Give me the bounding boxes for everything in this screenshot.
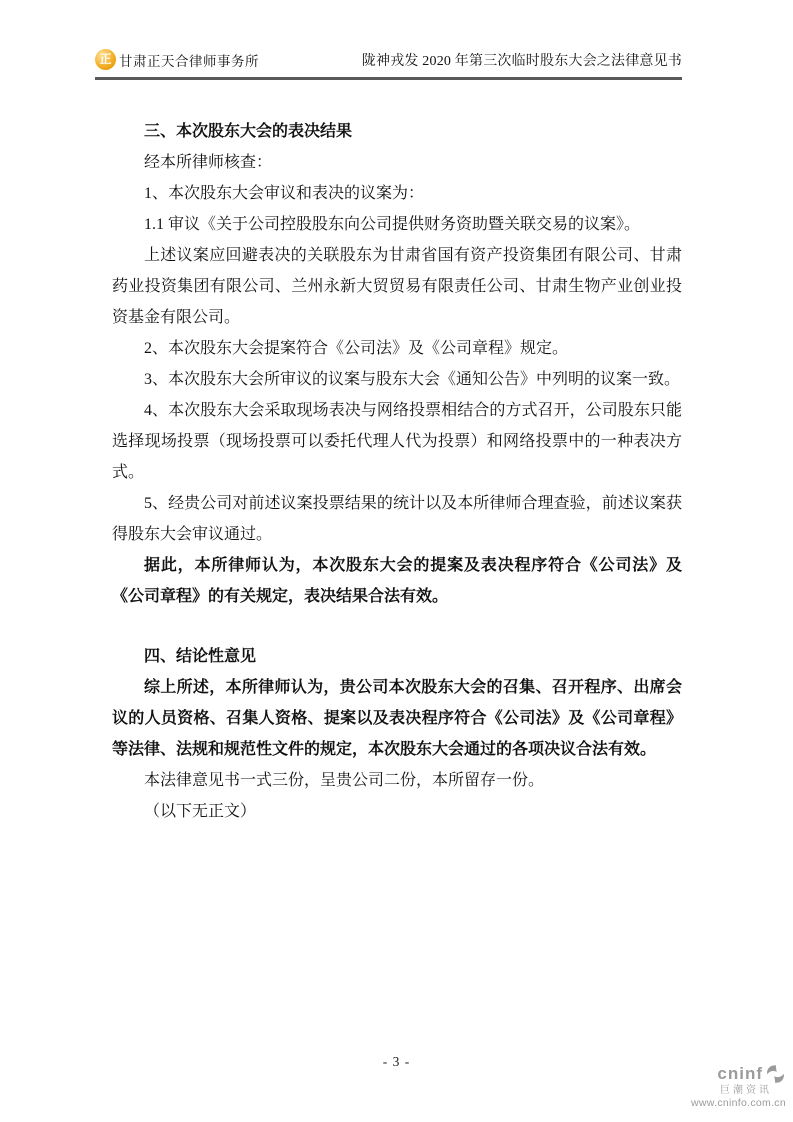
paragraph: 3、本次股东大会所审议的议案与股东大会《通知公告》中列明的议案一致。: [144, 371, 681, 388]
cninfo-watermark: [691, 1064, 786, 1110]
conclusion-paragraph: 据此，本所律师认为，本次股东大会的提案及表决程序符合《公司法》及《公司章程》的有关规定，表决结果合法有效。: [112, 557, 682, 605]
page-number: - 3 -: [382, 1054, 411, 1069]
paragraph: 上述议案应回避表决的关联股东为甘肃省国有资产投资集团有限公司、甘肃药业投资集团有限公司、兰州永新大贸贸易有限责任公司、甘肃生物产业创业投资基金有限公司。: [112, 247, 682, 326]
paragraph: 1、本次股东大会审议和表决的议案为：: [144, 185, 425, 202]
paragraph: （以下无正文）: [144, 803, 257, 820]
law-firm-logo-icon: 正: [95, 49, 116, 70]
document-body: [112, 116, 682, 827]
paragraph: 5、经贵公司对前述议案投票结果的统计以及本所律师合理查验，前述议案获得股东大会审议通过。: [112, 495, 682, 543]
conclusion-paragraph: 综上所述，本所律师认为，贵公司本次股东大会的召集、召开程序、出席会议的人员资格、召集人资格、提案以及表决程序符合《公司法》及《公司章程》等法律、法规和规范性文件的规定，本次股东大会通过的各项决议合法有效。: [112, 679, 682, 758]
paragraph: 本法律意见书一式三份，呈贵公司二份，本所留存一份。: [144, 772, 545, 789]
law-firm-identity: [95, 49, 259, 70]
law-firm-name: 甘肃正天合律师事务所: [119, 53, 259, 69]
document-title: 陇神戎发 2020 年第三次临时股东大会之法律意见书: [361, 54, 682, 69]
paragraph: 4、本次股东大会采取现场表决与网络投票相结合的方式召开，公司股东只能选择现场投票（现场投票可以委托代理人代为投票）和网络投票中的一种表决方式。: [112, 402, 682, 481]
cninfo-swirl-icon: [765, 1064, 786, 1084]
paragraph: 1.1 审议《关于公司控股股东向公司提供财务资助暨关联交易的议案》。: [144, 216, 641, 233]
blank-line: [112, 612, 682, 641]
paragraph: 经本所律师核查：: [144, 154, 273, 171]
cninfo-url: www.cninfo.com.cn: [691, 1097, 786, 1109]
section-heading: 四、结论性意见: [144, 648, 257, 665]
cninfo-brand-row: [691, 1064, 786, 1084]
section-heading: 三、本次股东大会的表决结果: [144, 123, 353, 140]
cninfo-brand-text: cninf: [717, 1063, 763, 1083]
cninfo-chinese-name: 巨潮资讯: [720, 1085, 772, 1096]
paragraph: 2、本次股东大会提案符合《公司法》及《公司章程》规定。: [144, 340, 569, 357]
page-header: [95, 49, 682, 80]
